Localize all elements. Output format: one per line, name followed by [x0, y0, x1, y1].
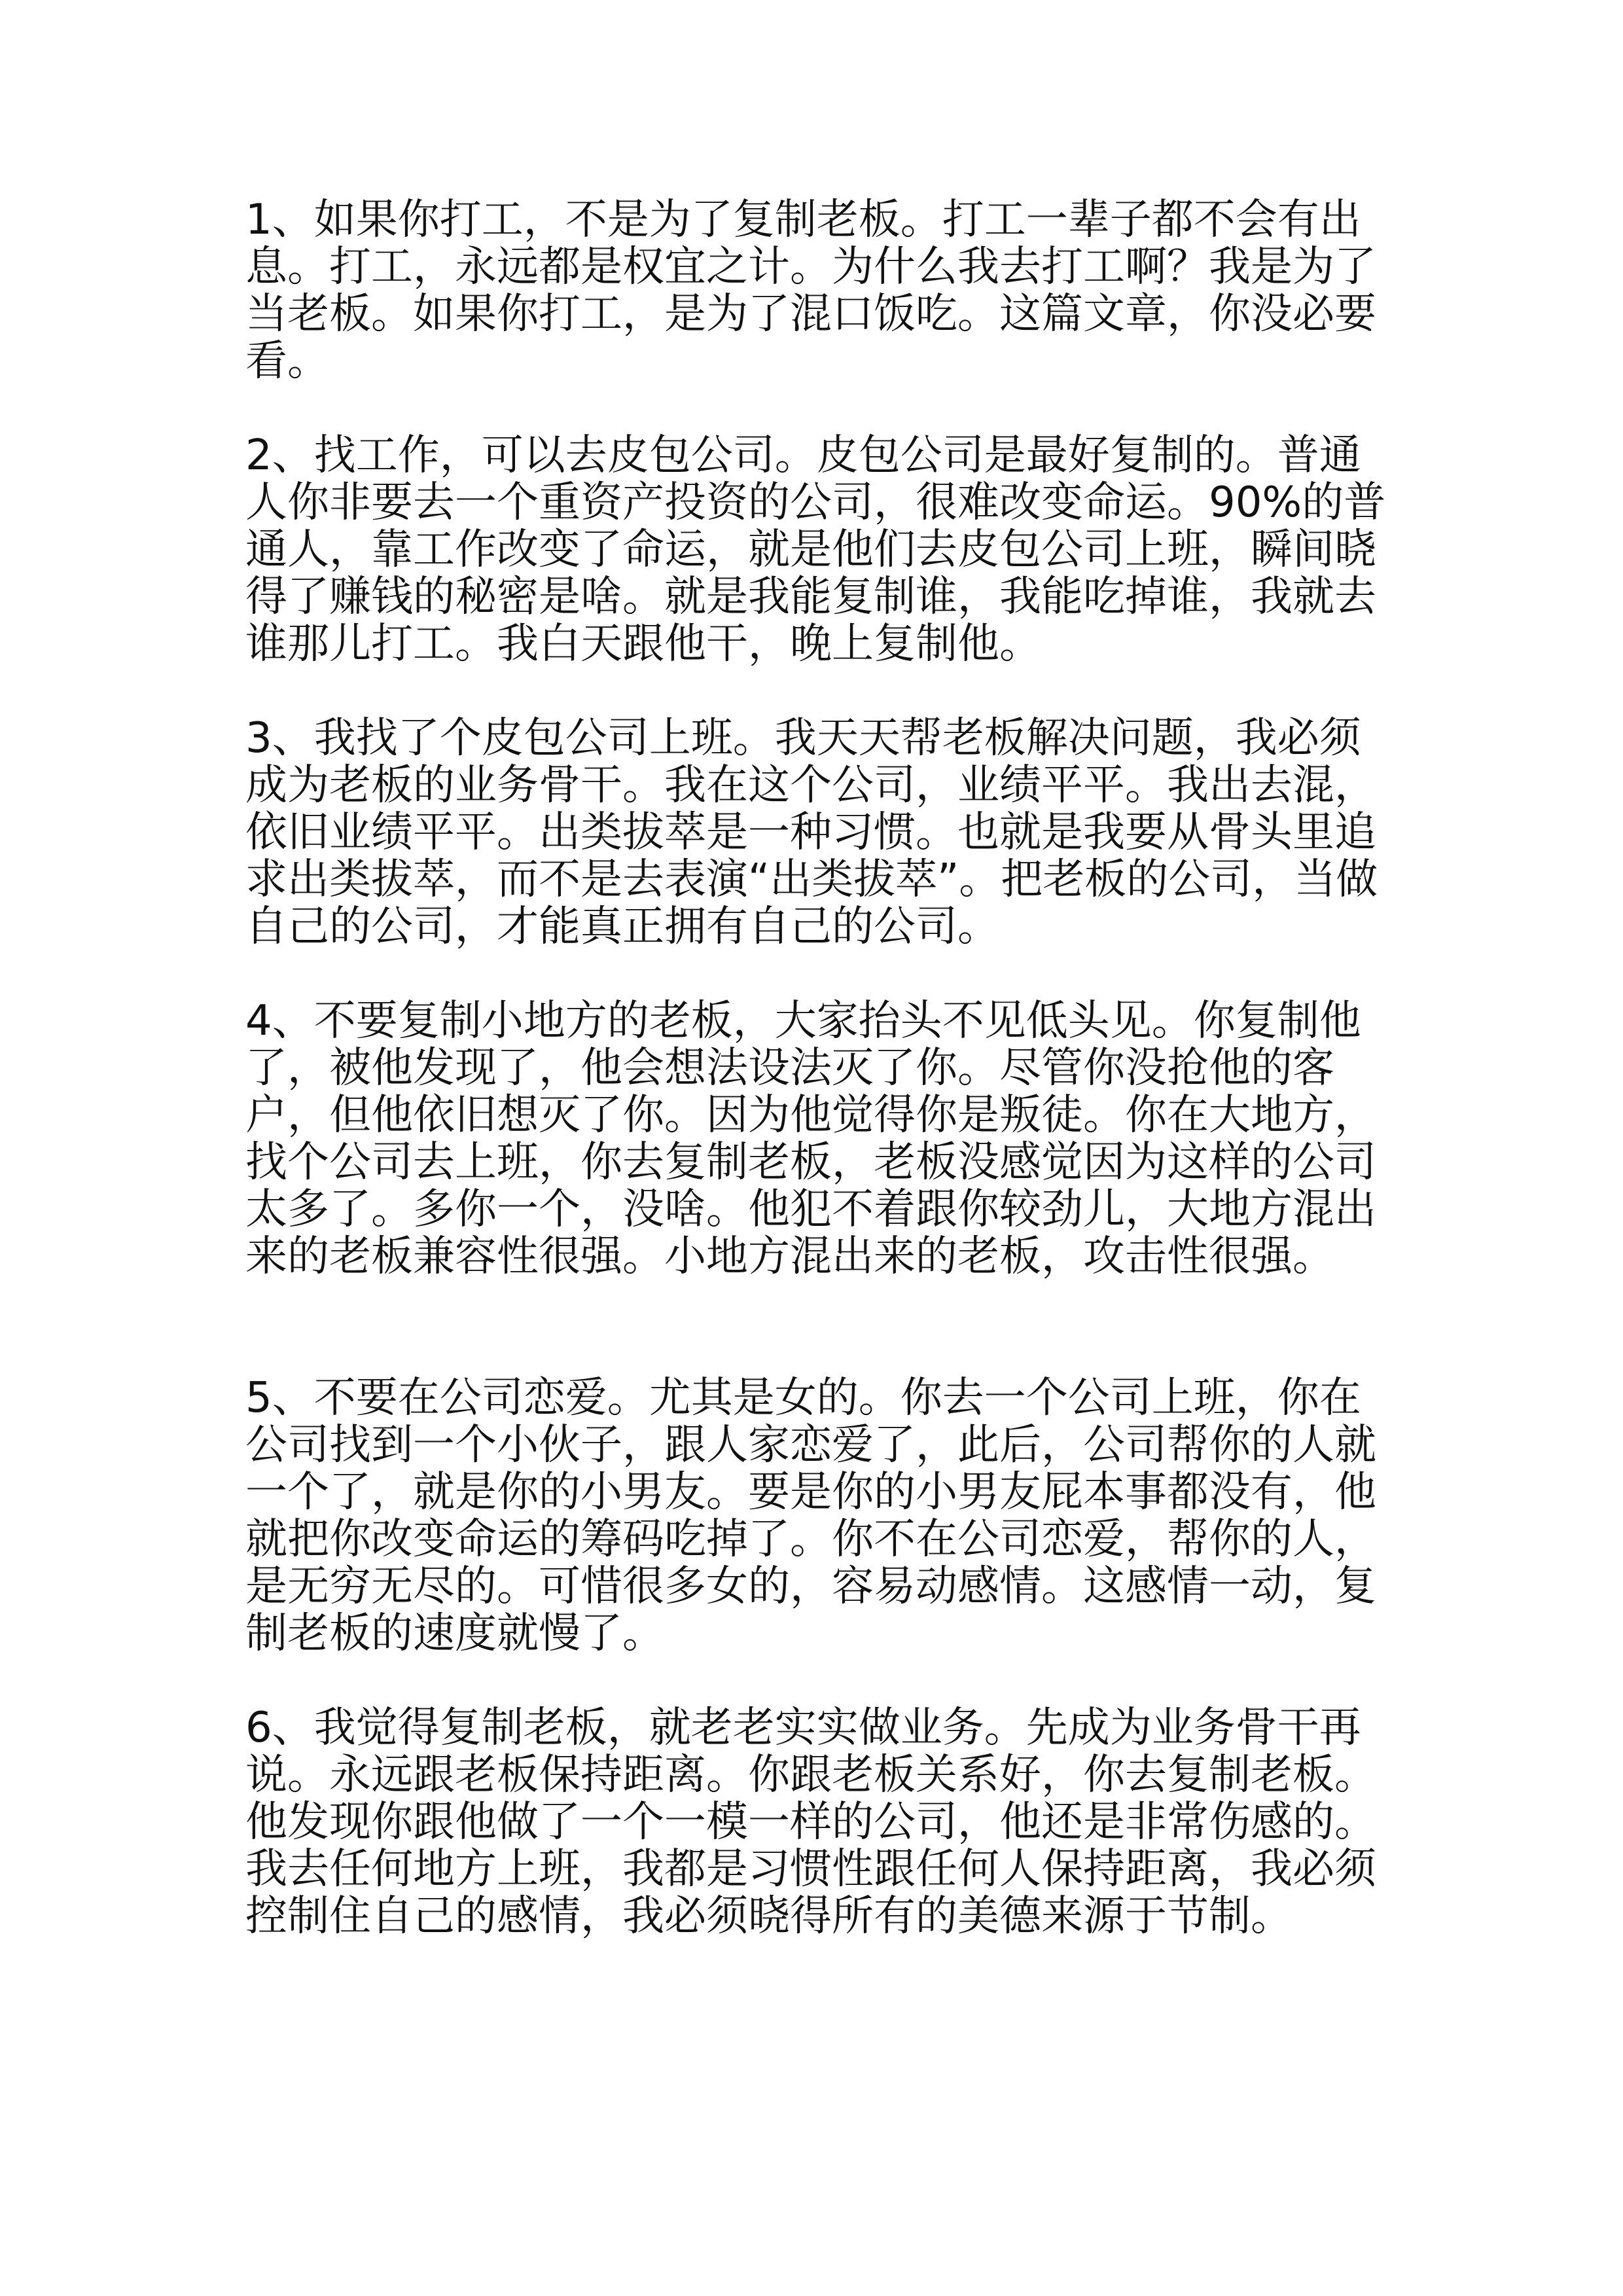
paragraph-2: 2、找工作，可以去皮包公司。皮包公司是最好复制的。普通人你非要去一个重资产投资的公司，很难改变命运。90%的普通人，靠工作改变了命运，就是他们去皮包公司上班，瞬间晓得了赚钱的秘密是啥。就是我能复制谁，我能吃掉谁，我就去谁那儿打工。我白天跟他干，晚上复制他。 — [245, 431, 1386, 668]
document-body — [245, 196, 1391, 1940]
paragraph-6: 6、我觉得复制老板，就老老实实做业务。先成为业务骨干再说。永远跟老板保持距离。你跟老板关系好，你去复制老板。他发现你跟他做了一个一模一样的公司，他还是非常伤感的。我去任何地方上班，我都是习惯性跟任何人保持距离，我必须控制住自己的感情，我必须晓得所有的美德来源于节制。 — [245, 1704, 1376, 1941]
paragraph-5: 5、不要在公司恋爱。尤其是女的。你去一个公司上班，你在公司找到一个小伙子，跟人家恋爱了，此后，公司帮你的人就一个了，就是你的小男友。要是你的小男友屁本事都没有，他就把你改变命运的筹码吃掉了。你不在公司恋爱，帮你的人，是无穷无尽的。可惜很多女的，容易动感情。这感情一动，复制老板的速度就慢了。 — [245, 1374, 1376, 1658]
paragraph-1: 1、如果你打工，不是为了复制老板。打工一辈子都不会有出息。打工，永远都是权宜之计。为什么我去打工啊？我是为了当老板。如果你打工，是为了混口饭吃。这篇文章，你没必要看。 — [245, 196, 1376, 386]
paragraph-4: 4、不要复制小地方的老板，大家抬头不见低头见。你复制他了，被他发现了，他会想法设法灭了你。尽管你没抢他的客户，但他依旧想灭了你。因为他觉得你是叛徒。你在大地方，找个公司去上班，你去复制老板，老板没感觉因为这样的公司太多了。多你一个，没啥。他犯不着跟你较劲儿，大地方混出来的老板兼容性很强。小地方混出来的老板，攻击性很强。 — [245, 997, 1376, 1281]
paragraph-3: 3、我找了个皮包公司上班。我天天帮老板解决问题，我必须成为老板的业务骨干。我在这个公司，业绩平平。我出去混，依旧业绩平平。出类拔萃是一种习惯。也就是我要从骨头里追求出类拔萃，而不是去表演“出类拔萃”。把老板的公司，当做自己的公司，才能真正拥有自己的公司。 — [245, 714, 1378, 951]
